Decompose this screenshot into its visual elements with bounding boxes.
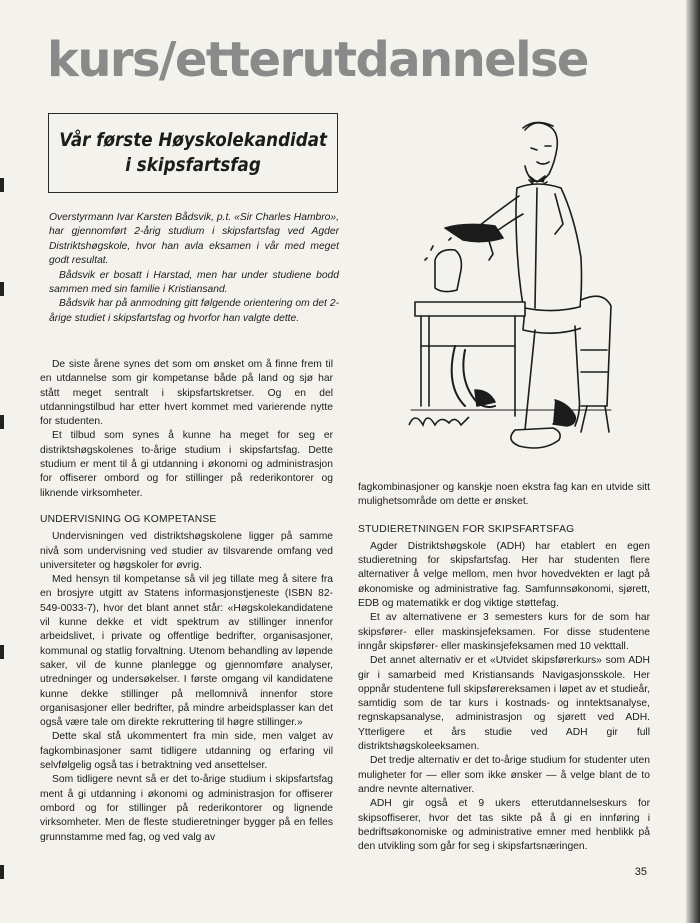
body-paragraph: Dette skal stå ukommentert fra min side, men valget av fagkombinasjoner samt tidligere utdanning og erfaring vil selvfølgelig også tas i betraktning ved ansettelser.	[40, 731, 333, 772]
article-title-line-2: i skipsfartsfag	[125, 154, 261, 176]
body-paragraph: Det annet alternativ er et «Utvidet skipsførerkurs» som ADH gir i samarbeid med Kristiansands Navigasjonsskole. Her oppnår studentene full skipsførereksamen i løpet av et studieår, samtidig som de tar kurs i kostnads- og inntektsanalyse, regnskapsanalyse, administrasjon og sjørett ved ADH. Ytterligere et års studie ved ADH gir full distriktshøgskoleeksamen.	[358, 655, 650, 753]
body-paragraph: fagkombinasjoner og kanskje noen ekstra fag kan en utvide sitt mulighetsområde om dette er ønsket.	[358, 482, 650, 508]
body-paragraph: Agder Distriktshøgskole (ADH) har etablert en egen studieretning for skipsfartsfag. Her har studenten flere alternativer å velge mellom, men hvor hovedvekten er lagt på økonomiske og administrative fag. Samfunnsøkonomi, sjørett, EDB og matematikk er dog viktige støttefag.	[358, 540, 650, 610]
binding-mark	[0, 178, 4, 192]
body-paragraph: Undervisningen ved distriktshøgskolene ligger på samme nivå som undervisning ved studier av tilsvarende omfang ved universiteter og høgskoler for øvrig.	[40, 531, 333, 571]
binding-mark	[0, 282, 4, 296]
body-paragraph: De siste årene synes det som om ønsket om å finne frem til en utdannelse som gir kompetanse både på land og sjø har stått meget sentralt i skipsfartskretser. Og en del utdanningstilbud har etter hvert kommet med varierende nytte for studenten.	[40, 359, 333, 428]
section-heading: UNDERVISNING OG KOMPETANSE	[40, 513, 217, 525]
section-heading: STUDIERETNINGEN FOR SKIPSFARTSFAG	[358, 523, 575, 535]
section-header	[47, 30, 667, 90]
body-paragraph: Et av alternativene er 3 semesters kurs for de som har skipsfører- eller maskinsjefeksamen. For disse studentene inngår skipsfører- eller maskinsjefeksamen med 10 vekttall.	[358, 612, 650, 652]
binding-mark	[0, 645, 4, 659]
body-paragraph: Som tidligere nevnt så er det to-årige studium i skipsfartsfag ment å gi utdanning i økonomi og administrasjon for offiserer ombord og for stillinger på rederikontorer og lignende virksomheter. Men de fleste studieretninger bygger på en felles grunnstamme med fag, og ved valg av	[40, 774, 333, 843]
article-title-box	[48, 113, 338, 193]
body-paragraph: ADH gir også et 9 ukers etterutdannelseskurs for skipsoffiserer, hvor det tas sikte på å gi en innføring i bedriftsøkonomiske og administrative emner med henblikk på den utvikling som går for seg i skipsfartsnæringen.	[358, 798, 650, 853]
article-column-left	[40, 358, 333, 845]
page-number: 35	[634, 866, 647, 878]
intro-paragraph: Bådsvik har på anmodning gitt følgende orientering om det 2-årige studiet i skipsfartsfag og hvorfor han valgte dette.	[49, 298, 339, 324]
binding-mark	[0, 865, 4, 879]
article-title-line-1: Vår første Høyskolekandidat	[59, 129, 327, 151]
section-title: kurs/etterutdannelse	[47, 32, 588, 88]
body-paragraph: Et tilbud som synes å kunne ha meget for seg er distriktshøgskolenes to-årige studium i skipsfartsfag. Dette studium er ment til å gi utdanning i økonomi og administrasjon for offiserer ombord og for stillinger på rederikontorer og liknende virksomheter.	[40, 430, 333, 499]
article-column-right	[358, 481, 650, 854]
body-paragraph: Med hensyn til kompetanse så vil jeg tillate meg å sitere fra en brosjyre utgitt av Statens informasjonstjeneste (ISBN 82-549-0033-7), hvor det blant annet står: «Høgskolekandidatene vil kunne dekke et vidt spektrum av stillinger innenfor arbeidslivet, i private og offentlige bedrifter, organisasjoner, kommunal og statlig forvaltning. Utenom behandling av løpende saker, vil de kunne planlegge og gjennomføre analyser, utredninger og undersøkelser. I første omgang vil kandidatene kunne dekke stillinger på mellomnivå innenfor store organisasjoner eller bedrifter, på mindre arbeidsplasser kan det også være tale om direkte rekruttering til høgre stillinger.»	[40, 574, 333, 729]
article-intro	[49, 211, 339, 326]
binding-mark	[0, 415, 4, 429]
man-pouring-drink-drawing-icon	[405, 110, 620, 465]
intro-paragraph: Bådsvik er bosatt i Harstad, men har under studiene bodd sammen med sin familie i Kristiansand.	[49, 269, 339, 296]
page-edge-shadow	[686, 0, 700, 923]
intro-paragraph: Overstyrmann Ivar Karsten Bådsvik, p.t. «Sir Charles Hambro», har gjennomført 2-årig studium i skipsfartsfag ved Agder Distriktshøgskole, hvor han avla eksamen i vår med meget godt resultat.	[49, 212, 339, 267]
body-paragraph: Det tredje alternativ er det to-årige studium for studenter uten muligheter for — eller som ikke ønsker — å velge blant de to andre nevnte alternativer.	[358, 755, 650, 795]
